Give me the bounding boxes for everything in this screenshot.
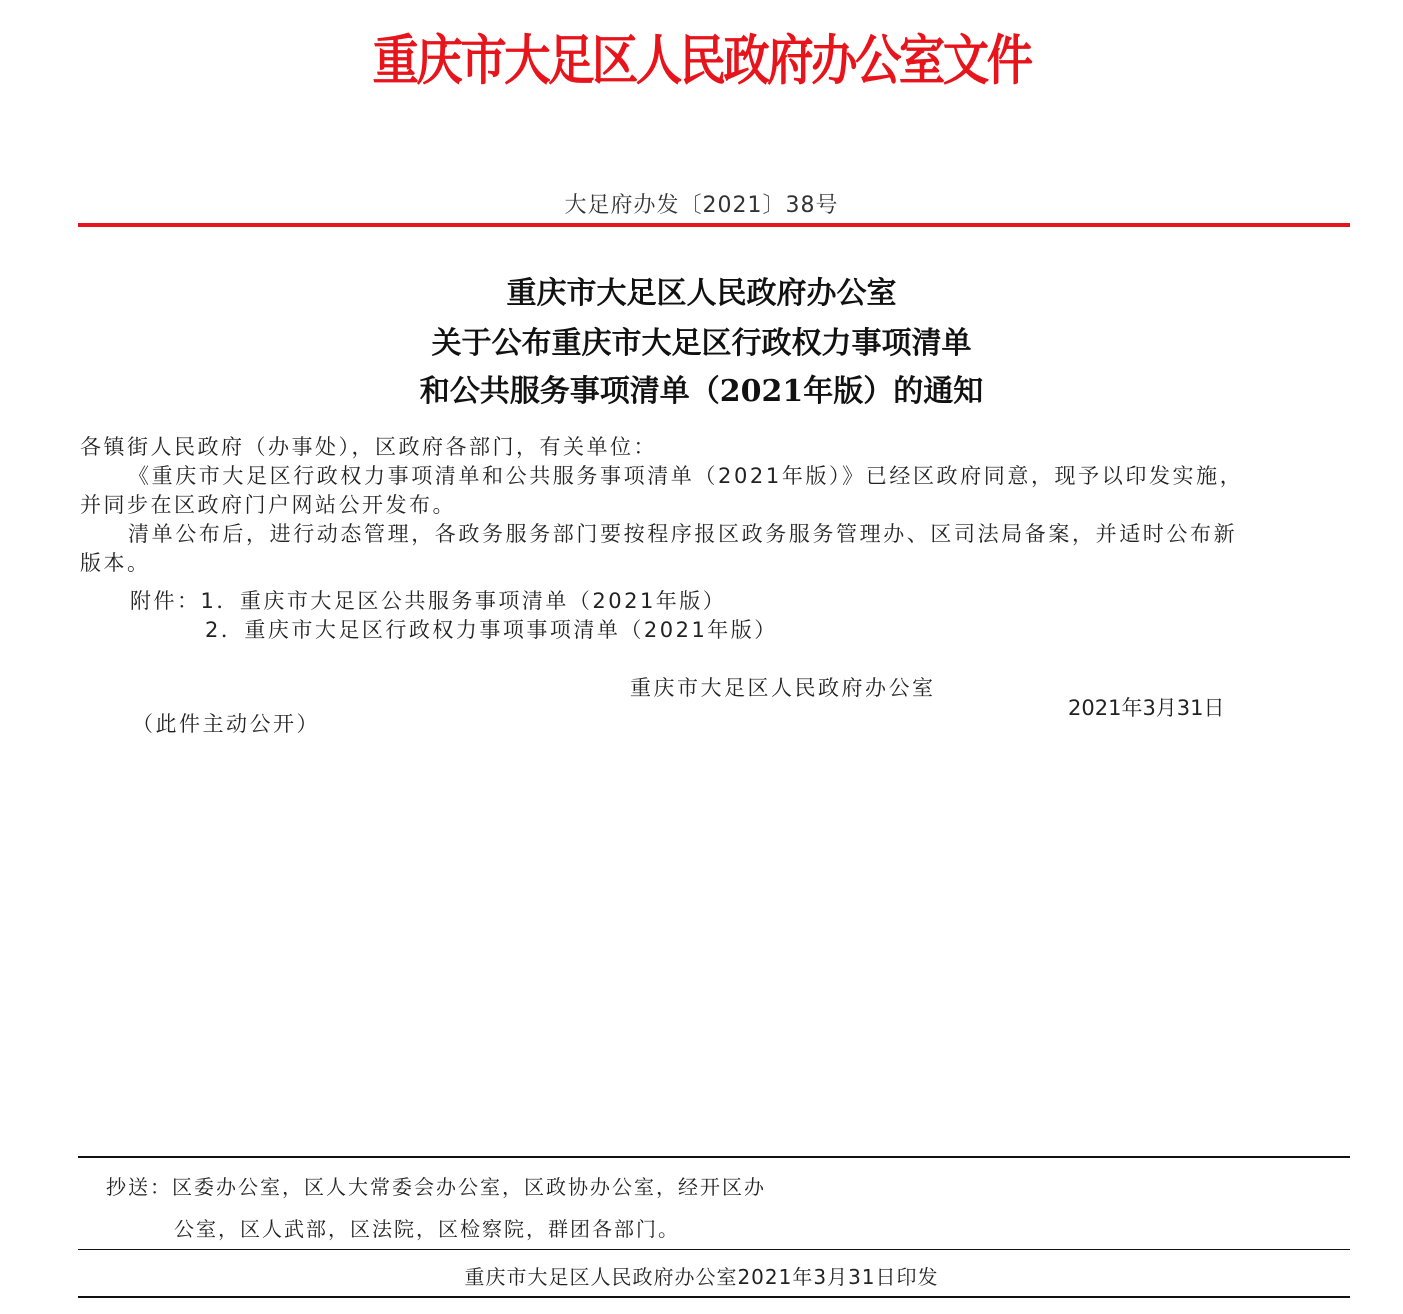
masthead-title: 重庆市大足区人民政府办公室文件 <box>372 28 1031 92</box>
print-line: 重庆市大足区人民政府办公室2021年3月31日印发 <box>464 1265 939 1289</box>
notice-title-line-3: 和公共服务事项清单（2021年版）的通知 <box>419 374 984 409</box>
cc-bottom-rule <box>78 1296 1350 1298</box>
cc-line-1: 抄送：区委办公室，区人大常委会办公室，区政协办公室，经开区办 <box>106 1175 766 1199</box>
paragraph-1-line-2: 并同步在区政府门户网站公开发布。 <box>80 493 456 517</box>
red-separator-line <box>78 223 1350 227</box>
document-number: 大足府办发〔2021〕38号 <box>564 193 839 218</box>
cc-top-rule <box>78 1156 1350 1158</box>
notice-title-line-2: 关于公布重庆市大足区行政权力事项清单 <box>431 326 972 361</box>
attachment-item-1: 附件：1．重庆市大足区公共服务事项清单（2021年版） <box>130 589 727 613</box>
paragraph-1-line-1: 《重庆市大足区行政权力事项清单和公共服务事项清单（2021年版）》已经区政府同意，现予以印发实施， <box>128 464 1244 488</box>
notice-title-line-1: 重庆市大足区人民政府办公室 <box>506 276 897 311</box>
signature-date: 2021年3月31日 <box>1068 696 1225 720</box>
disclosure-note: （此件主动公开） <box>132 712 320 736</box>
attachment-item-2: 2．重庆市大足区行政权力事项事项清单（2021年版） <box>205 618 778 642</box>
paragraph-2-line-2: 版本。 <box>80 551 151 575</box>
cc-middle-rule <box>78 1249 1350 1250</box>
paragraph-2-line-1: 清单公布后，进行动态管理，各政务服务部门要按程序报区政务服务管理办、区司法局备案，并适时公布新 <box>128 522 1238 546</box>
signature-issuer: 重庆市大足区人民政府办公室 <box>630 676 936 700</box>
salutation: 各镇街人民政府（办事处），区政府各部门，有关单位： <box>80 435 657 459</box>
cc-line-2: 公室，区人武部，区法院，区检察院，群团各部门。 <box>174 1217 680 1241</box>
